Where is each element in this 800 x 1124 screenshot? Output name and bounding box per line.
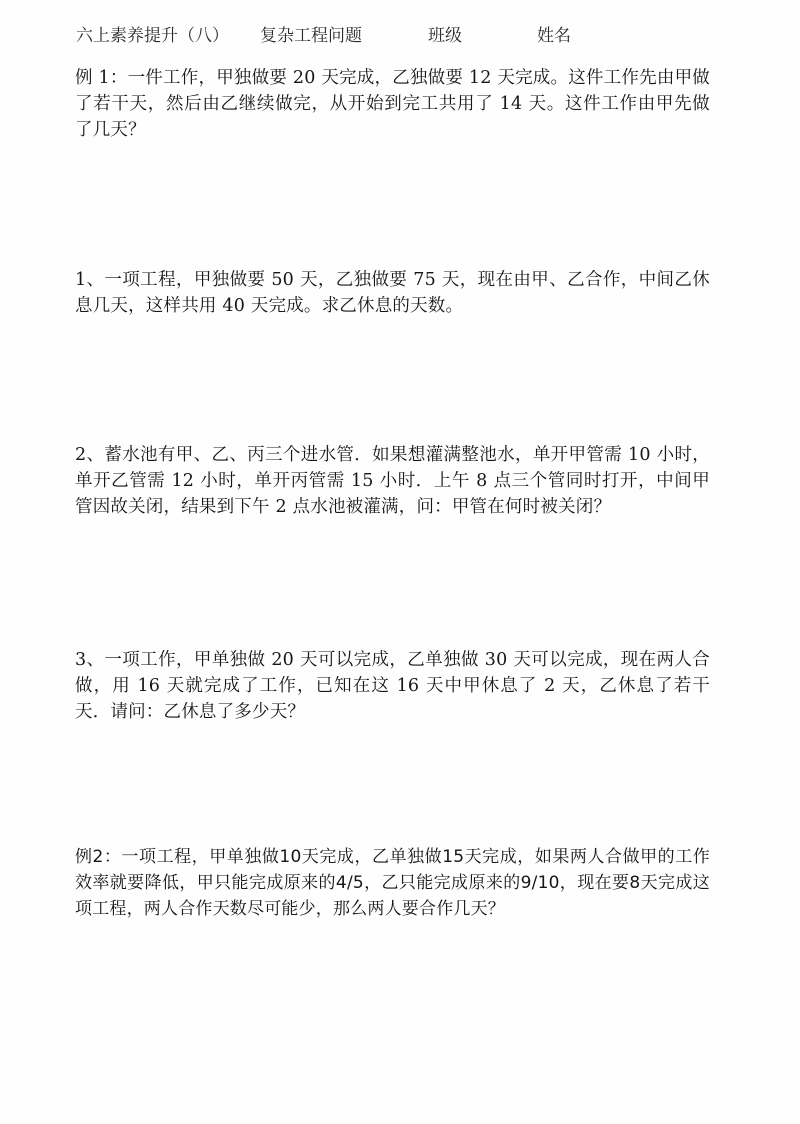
- class-label: 班级: [428, 26, 462, 46]
- worksheet-series-title: 六上素养提升（八）: [76, 26, 229, 46]
- worksheet-header: [0, 21, 800, 47]
- name-label: 姓名: [537, 26, 571, 46]
- example-2-text: 例2：一项工程，甲单独做10天完成，乙单独做15天完成，如果两人合做甲的工作效率就要降低，甲只能完成原来的4/5，乙只能完成原来的9/10，现在要8天完成这项工程，两人合作天数尽可能少，那么两人要合作几天？: [75, 847, 710, 919]
- problem-1-text: 1、一项工程，甲独做要 50 天，乙独做要 75 天，现在由甲、乙合作，中间乙休息几天，这样共用 40 天完成。求乙休息的天数。: [75, 270, 710, 316]
- problem-2-text: 2、蓄水池有甲、乙、丙三个进水管．如果想灌满整池水，单开甲管需 10 小时，单开乙管需 12 小时，单开丙管需 15 小时．上午 8 点三个管同时打开，中间甲管因故关闭，结果到下午 2 点水池被灌满，问：甲管在何时被关闭？: [75, 445, 710, 517]
- example-1-text: 例 1：一件工作，甲独做要 20 天完成，乙独做要 12 天完成。这件工作先由甲做了若干天，然后由乙继续做完，从开始到完工共用了 14 天。这件工作由甲先做了几天？: [75, 68, 710, 140]
- worksheet-topic: 复杂工程问题: [260, 26, 362, 46]
- problem-3-text: 3、一项工作，甲单独做 20 天可以完成，乙单独做 30 天可以完成，现在两人合做，用 16 天就完成了工作，已知在这 16 天中甲休息了 2 天，乙休息了若干天．请问：乙休息了多少天？: [75, 650, 710, 722]
